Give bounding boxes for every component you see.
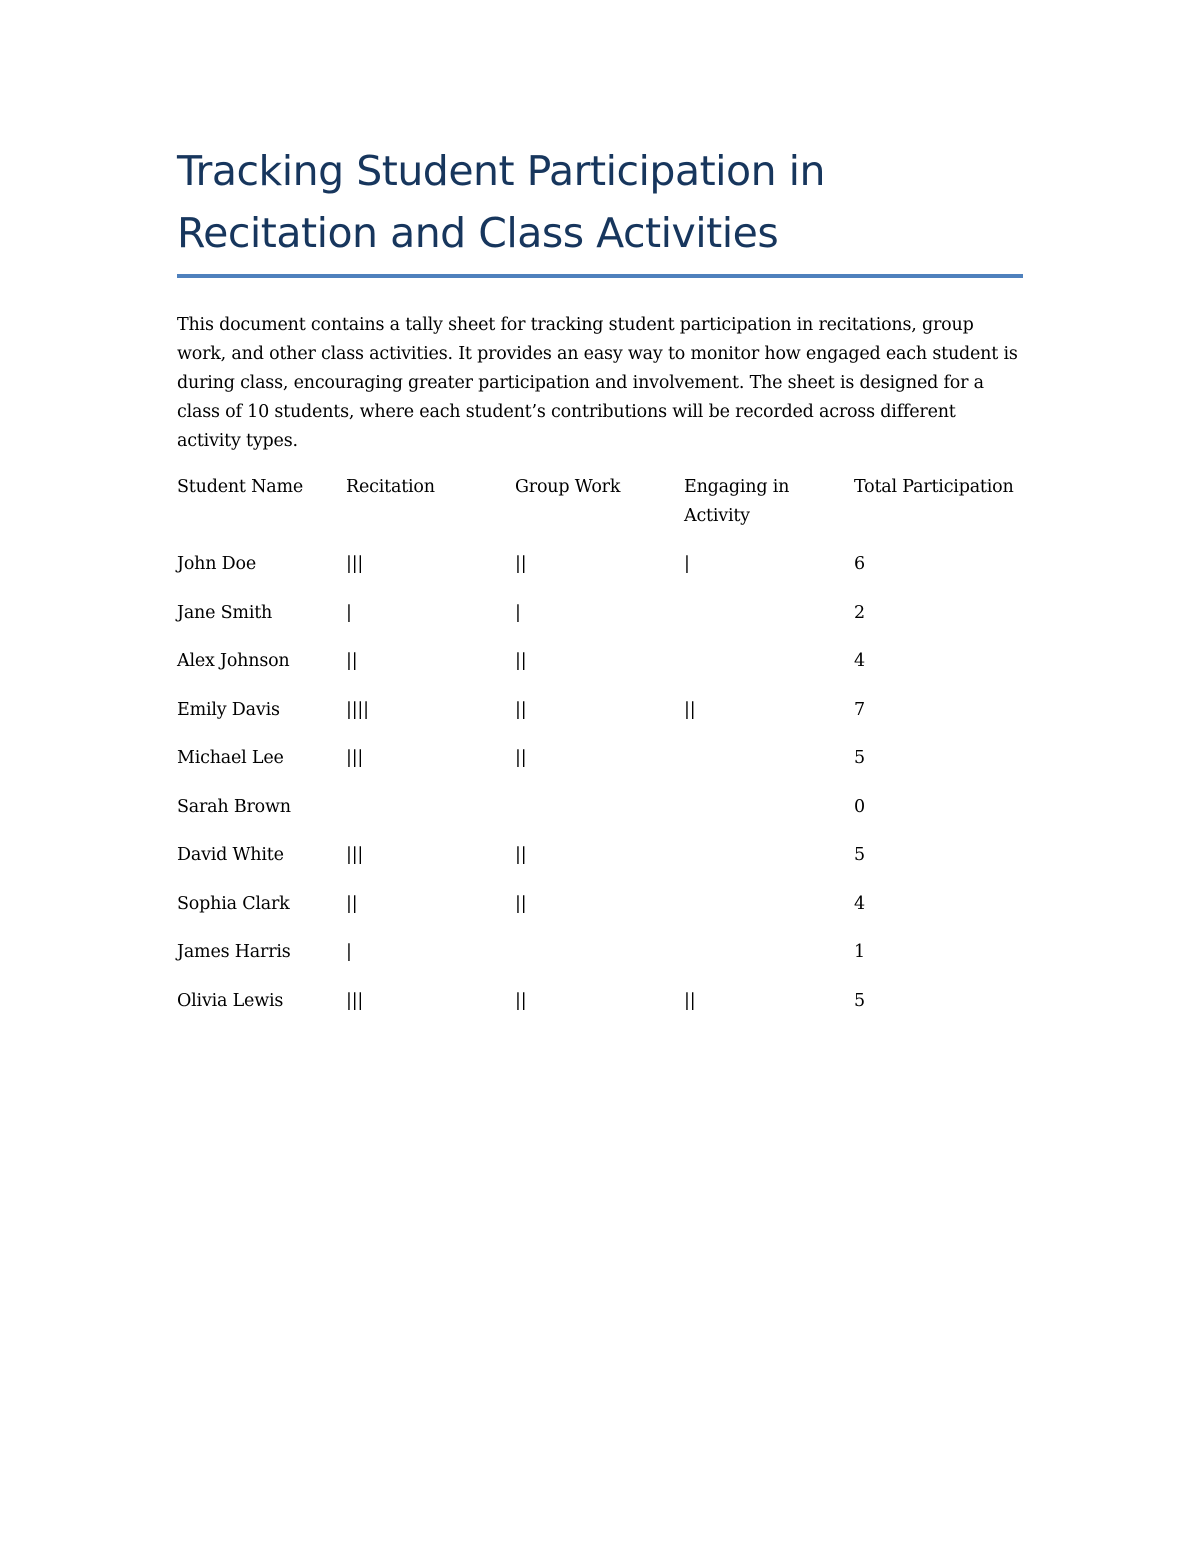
document-title: Tracking Student Participation in Recitation and Class Activities (177, 147, 826, 257)
recitation-tally-cell (346, 793, 515, 842)
table-row (177, 987, 1023, 1036)
total-participation-cell: 1 (854, 942, 865, 962)
total-participation-cell: 5 (854, 748, 865, 768)
header-total-participation: Total Participation (854, 477, 1014, 497)
engaging-tally-cell (684, 890, 854, 939)
group-work-tally-cell: || (515, 990, 527, 1011)
total-participation-cell: 0 (854, 796, 865, 817)
table-row (177, 938, 1023, 987)
total-participation-cell: 7 (854, 699, 865, 720)
recitation-tally-cell: |||| (346, 699, 369, 720)
student-name-cell: Michael Lee (177, 748, 284, 768)
group-work-tally-cell: | (515, 602, 521, 623)
header-group-work: Group Work (515, 477, 621, 497)
table-row (177, 744, 1023, 793)
header-engaging-in-activity: Engaging in Activity (684, 477, 790, 526)
total-participation-cell: 4 (854, 893, 865, 914)
student-name-cell: David White (177, 845, 284, 865)
table-row (177, 550, 1023, 599)
group-work-tally-cell: || (515, 845, 527, 865)
recitation-tally-cell: || (346, 893, 358, 914)
group-work-tally-cell (515, 938, 684, 987)
engaging-tally-cell (684, 938, 854, 987)
recitation-tally-cell: || (346, 651, 358, 671)
group-work-tally-cell: || (515, 699, 527, 720)
table-row (177, 696, 1023, 745)
recitation-tally-cell: | (346, 942, 352, 962)
tally-table (177, 473, 1023, 1035)
document-page (177, 140, 1023, 1035)
total-participation-cell: 5 (854, 845, 865, 865)
student-name-cell: Emily Davis (177, 699, 280, 720)
header-student-name: Student Name (177, 477, 304, 497)
table-row (177, 647, 1023, 696)
recitation-tally-cell: ||| (346, 748, 364, 768)
group-work-tally-cell: || (515, 554, 527, 574)
recitation-tally-cell: ||| (346, 554, 364, 574)
engaging-tally-cell (684, 647, 854, 696)
header-recitation: Recitation (346, 477, 435, 497)
header-row (177, 473, 1023, 550)
recitation-tally-cell: | (346, 602, 352, 623)
engaging-tally-cell: | (684, 554, 690, 574)
table-row (177, 793, 1023, 842)
recitation-tally-cell: ||| (346, 990, 364, 1011)
engaging-tally-cell (684, 793, 854, 842)
table-row (177, 599, 1023, 648)
tally-table-header (177, 473, 1023, 550)
engaging-tally-cell (684, 599, 854, 648)
total-participation-cell: 5 (854, 990, 865, 1011)
group-work-tally-cell: || (515, 651, 527, 671)
student-name-cell: Alex Johnson (177, 651, 290, 671)
table-row (177, 890, 1023, 939)
student-name-cell: Sophia Clark (177, 893, 290, 914)
student-name-cell: John Doe (177, 554, 256, 574)
intro-paragraph: This document contains a tally sheet for tracking student participation in recitations, group work, and other class activities. It provides an easy way to monitor how engaged each student is during class, encouraging greater participation and involvement. The sheet is designed for a class of 10 students, where each student’s contributions will be recorded across different activity types. (177, 315, 1018, 451)
student-name-cell: James Harris (177, 942, 291, 962)
engaging-tally-cell (684, 841, 854, 890)
engaging-tally-cell (684, 744, 854, 793)
table-row (177, 841, 1023, 890)
engaging-tally-cell: || (684, 990, 696, 1011)
group-work-tally-cell: || (515, 893, 527, 914)
engaging-tally-cell: || (684, 699, 696, 720)
tally-table-body (177, 550, 1023, 1035)
group-work-tally-cell (515, 793, 684, 842)
student-name-cell: Jane Smith (177, 602, 273, 623)
total-participation-cell: 2 (854, 602, 865, 623)
title-underline (177, 274, 1023, 278)
group-work-tally-cell: || (515, 748, 527, 768)
student-name-cell: Sarah Brown (177, 796, 291, 817)
total-participation-cell: 6 (854, 554, 865, 574)
recitation-tally-cell: ||| (346, 845, 364, 865)
total-participation-cell: 4 (854, 651, 865, 671)
student-name-cell: Olivia Lewis (177, 990, 284, 1011)
